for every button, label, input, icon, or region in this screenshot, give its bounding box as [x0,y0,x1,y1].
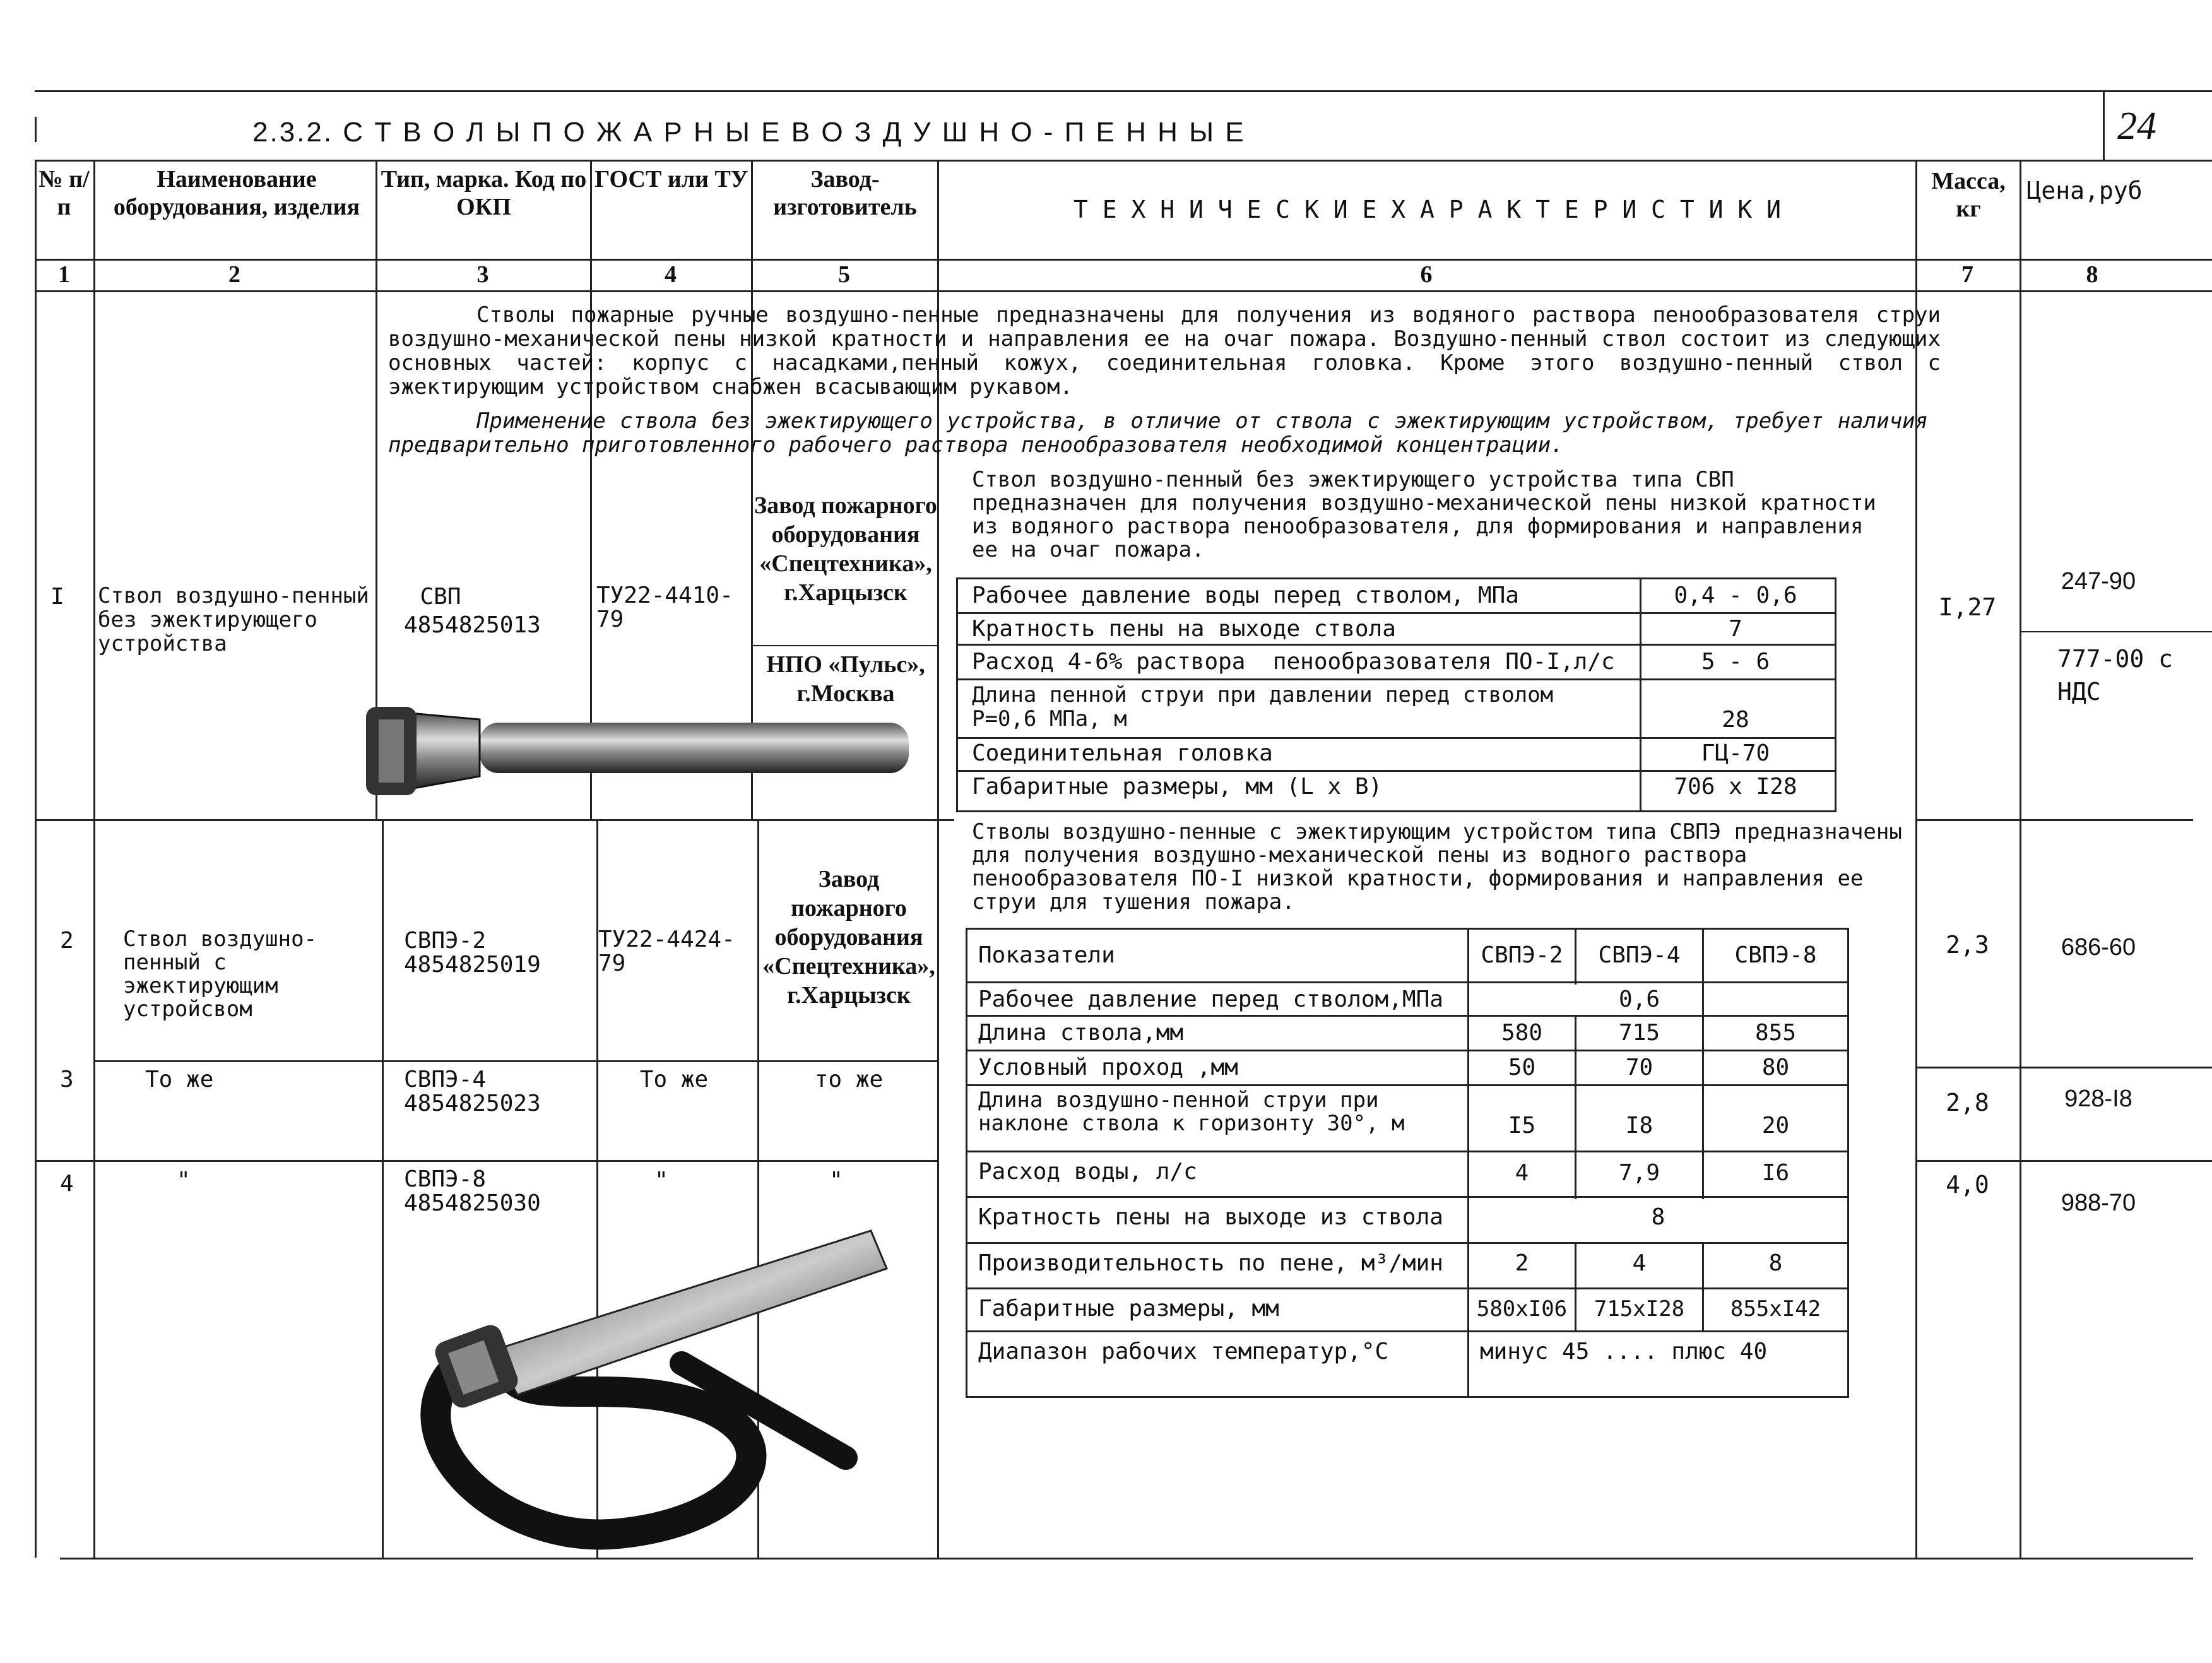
svp-spec-label: Габаритные размеры, мм (L x B) [972,774,1383,800]
svpe-header-col: СВПЭ-4 [1598,942,1681,968]
row3-type: СВПЭ-4 [404,1067,487,1092]
table-bottom-line [60,1558,2193,1559]
row3-code: 4854825023 [404,1091,541,1116]
svpe-row-value: 4 [1632,1250,1647,1276]
header-top-line [35,160,2212,162]
row4-type: СВПЭ-8 [404,1166,487,1192]
page-number-divider [2103,90,2105,160]
svp-spec-label: Рабочее давление воды перед стволом, МПа [972,583,1519,608]
nozzle-barrel [480,723,909,773]
intro-paragraph-1: Стволы пожарные ручные воздушно-пенные предназначены для получения из водяного раствора пенообразователя струи воздушно-механической пены низкой кратности и направления ее на очаг пожара. Воздушно-пенный ствол состоит из следующих основных частей: корпус с насадками,пенный кожух, соединительная головка. Кроме этого воздушно-пенный ствол с эжектирующим устройством снабжен всасывающим рукавом. [388,302,1941,399]
svpe-row-value: 855xI42 [1730,1296,1821,1322]
header-gost: ГОСТ или ТУ [594,166,748,192]
row1-price: 247-90 [2061,568,2136,595]
svp-spec-label: Соединительная головка [972,740,1273,766]
svpe-row-value: I5 [1508,1113,1536,1139]
row3-manufacturer: то же [814,1067,884,1092]
row4-name: " [177,1168,191,1193]
svpe-row-line [966,1084,1849,1086]
svpe-col-divider-3a [1702,928,1704,1016]
row3-num: 3 [60,1067,74,1092]
header-name: Наименование оборудования, изделия [113,166,360,220]
colnum-8: 8 [2086,261,2098,288]
svp-spec-value: ГЦ-70 [1701,740,1770,766]
svpe-header-label: Показатели [978,942,1115,968]
row2-name: Ствол воздушно-пенный с эжектирующим устройсвом [123,926,317,1022]
svpe-row-value: I6 [1761,1160,1790,1186]
colnum-7: 7 [1961,261,1973,288]
row3-bottom-line-right [1915,1160,2212,1162]
header-specs: Т Е Х Н И Ч Е С К И Е Х А Р А К Т Е Р И С Т И К И [1073,196,1782,223]
svp-spec-value: 5 - 6 [1701,649,1770,675]
svpe-row-value: минус 45 .... плюс 40 [1480,1339,1768,1364]
svpe-row-label: Диапазон рабочих температур,°С [978,1339,1389,1364]
svpe-header-col: СВПЭ-2 [1481,942,1563,968]
row1-manufacturer-2: НПО «Пульс», г.Москва [766,651,925,707]
svp-spec-row-line [956,612,1836,614]
row1-price-divider [2020,631,2212,632]
svpe-row-line [966,1242,1849,1244]
row4-num: 4 [60,1171,74,1197]
svpe-nozzle-photo [417,1218,940,1559]
row1-bottom-line-right [1915,819,2193,821]
page-title: 2.3.2. С Т В О Л Ы П О Ж А Р Н Ы Е В О З Д У Ш Н О - П Е Н Н Ы Е [252,117,1246,148]
row2-bottom-line-left [95,1060,937,1062]
svp-spec-label: Кратность пены на выходе ствола [972,616,1396,642]
row3-bottom-line-left [35,1160,937,1162]
svpe-row-value: 580 [1501,1020,1543,1046]
svp-spec-row-line [956,644,1836,646]
row3-gost: То же [639,1067,709,1092]
row4-code: 4854825030 [404,1190,541,1216]
colnum-3: 3 [476,261,489,288]
svp-spec-row-line [956,678,1836,680]
svpe-row-label: Условный проход ,мм [978,1055,1238,1080]
svp-spec-value: 28 [1722,707,1749,733]
svpe-row-value: 50 [1508,1055,1536,1080]
svpe-row-value: 7,9 [1618,1160,1660,1186]
svpe-row-value: 715 [1618,1020,1660,1046]
svpe-row-line [966,981,1849,983]
svpe-row-line [966,1287,1849,1289]
svp-spec-value: 7 [1729,616,1742,642]
svpe-row-label: Длина ствола,мм [978,1020,1184,1046]
top-border [35,90,2212,92]
row4-manufacturer: " [829,1168,843,1193]
svpe-row-value: 8 [1768,1250,1783,1276]
row1-num: I [50,584,64,610]
row2-manufacturer: Завод пожарного оборудования «Спецтехника», г.Харцызск [762,866,935,1009]
header-mass: Масса, кг [1931,168,2006,222]
intro-paragraph-2: Применение ствола без эжектирующего устройства, в отличие от ствола с эжектирующим устройством, требует наличия предварительно приготовленного рабочего раствора пенообразователя необходимой концентрации. [388,408,1928,458]
left-tick [35,117,37,142]
row1-code: 4854825013 [404,612,541,638]
colnum-5: 5 [838,261,850,288]
svp-nozzle-photo [353,694,940,820]
svp-spec-value: 0,4 - 0,6 [1674,583,1797,608]
header-manufacturer: Завод-изготовитель [773,166,917,220]
svpe-row-label: Рабочее давление перед стволом,МПа [978,986,1443,1012]
row1-manufacturer-1: Завод пожарного оборудования «Спецтехника», г.Харцызск [754,492,937,606]
svpe-header-col: СВПЭ-8 [1734,942,1817,968]
svpe-row-label: Кратность пены на выходе из ствола [978,1204,1443,1230]
row4-mass: 4,0 [1946,1171,1989,1198]
row2-num: 2 [60,928,74,954]
svp-spec-row-line [956,737,1836,739]
row2-code: 4854825019 [404,952,541,978]
header-type: Тип, марка. Код по ОКП [381,166,587,220]
svpe-row-value: 2 [1515,1250,1529,1276]
col-line-7 [2020,160,2021,1558]
row3-name: То же [145,1067,214,1092]
svpe-row-label: Производительность по пене, м³/мин [978,1250,1443,1276]
svpe-row-value: 80 [1761,1055,1790,1080]
row1-type: СВП [420,584,461,610]
svp-spec-label: Длина пенной струи при давлении перед стволом Р=0,6 МПа, м [972,682,1554,731]
row2-mass: 2,3 [1946,931,1989,959]
svp-spec-label: Расход 4-6% раствора пенообразователя ПО-I,л/с [972,649,1615,675]
header-num: № п/п [38,166,90,220]
colnum-4: 4 [665,261,677,288]
nozzle-coupling-ring [379,719,404,783]
svpe-row-value: 20 [1761,1113,1790,1139]
svpe-row-line [966,1330,1849,1332]
svpe-row-value: 580xI06 [1476,1296,1568,1322]
svpe-row-label: Расход воды, л/с [978,1159,1197,1185]
row1-gost: ТУ22-4410-79 [596,583,733,632]
svpe-row-value: 0,6 [1618,986,1660,1012]
row3-price: 928-I8 [2064,1086,2132,1112]
col-line-0 [35,160,37,1558]
svp-spec-value: 706 x I28 [1674,774,1797,800]
row2-bottom-line-right [1915,1067,2212,1068]
col-line-2b [382,819,384,1558]
colnum-2: 2 [228,261,240,288]
row2-gost: ТУ22-4424-79 [598,926,735,976]
row1-description: Ствол воздушно-пенный без эжектирующего устройства типа СВП предназначен для получения воздушно-механической пены низкой кратности из водяного раствора пенообразователя, для формирования и направления ее на очаг пожара. [972,467,1876,562]
row1-manufacturer-divider [751,645,937,646]
svpe-row-value: 70 [1625,1055,1653,1080]
row1-mass: I,27 [1938,593,1997,621]
colnum-bottom-line [35,290,2212,292]
row4-price: 988-70 [2061,1190,2136,1216]
svpe-row-value: 855 [1754,1020,1797,1046]
row1-price-vat: 777-00 с НДС [2057,645,2174,706]
colnum-1: 1 [58,261,70,288]
svpe-row-line [966,1151,1849,1152]
svpe-description: Стволы воздушно-пенные с эжектирующим устройстом типа СВПЭ предназначены для получения воздушно-механической пены из водного раствора пенообразователя ПО-I низкой кратности, формирования и направления ее струи для тушения пожара. [972,819,1902,914]
header-price: Цена,руб [2026,177,2143,204]
svpe-row-label: Габаритные размеры, мм [978,1296,1279,1322]
svp-spec-row-line [956,770,1836,772]
row2-type: СВПЭ-2 [404,928,487,954]
nozzle-head [410,713,480,789]
colnum-6: 6 [1420,261,1433,288]
svpe-row-value: 715xI28 [1594,1296,1685,1322]
col-line-1 [93,160,95,1558]
svpe-row-label: Длина воздушно-пенной струи при наклоне ствола к горизонту 30°, м [978,1087,1405,1136]
svpe-row-value: 4 [1515,1160,1529,1186]
row2-price: 686-60 [2061,934,2136,961]
svpe-row-value: 8 [1651,1204,1665,1230]
svpe-row-line [966,1196,1849,1198]
row1-name: Ствол воздушно-пенный без эжектирующего устройства [98,583,369,656]
svpe-row-line [966,1050,1849,1051]
row4-gost: " [654,1168,668,1193]
page-number: 24 [2117,105,2156,148]
row3-mass: 2,8 [1946,1089,1989,1116]
svpe-row-value: I8 [1625,1113,1653,1139]
svpe-row-line [966,1015,1849,1017]
